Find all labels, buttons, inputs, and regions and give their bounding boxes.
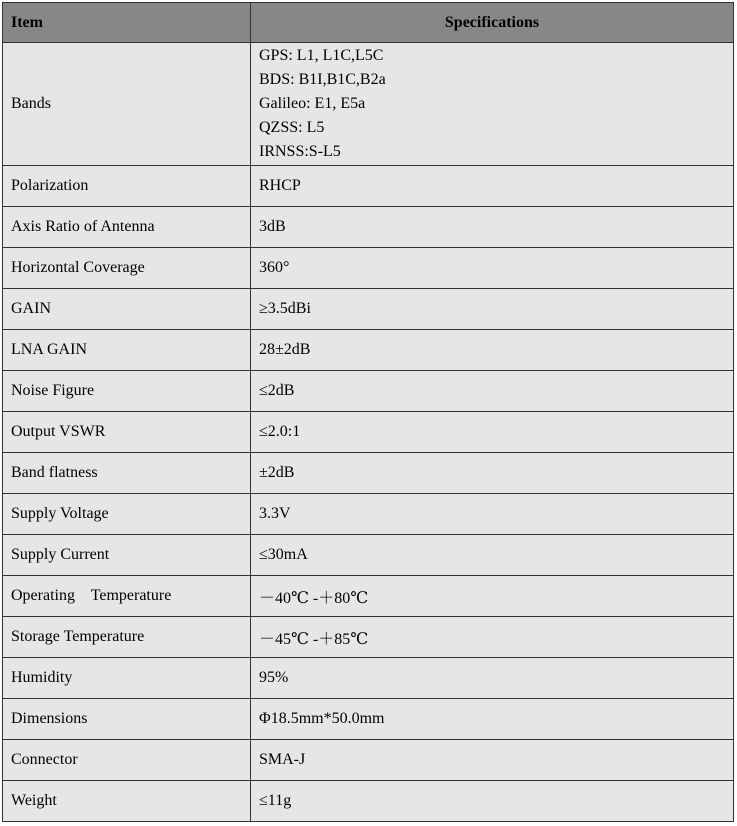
- item-cell: Horizontal Coverage: [3, 248, 251, 289]
- band-line: Galileo: E1, E5a: [259, 95, 366, 112]
- table-row: [3, 412, 734, 453]
- spec-cell: 360°: [251, 248, 734, 289]
- spec-cell: ≤11g: [251, 781, 734, 822]
- table-row: [3, 289, 734, 330]
- header-item: Item: [3, 3, 251, 43]
- spec-cell: ≤2.0:1: [251, 412, 734, 453]
- item-cell: Band flatness: [3, 453, 251, 494]
- spec-cell: －45℃ -＋85℃: [251, 617, 734, 658]
- table-row: [3, 166, 734, 207]
- item-cell: Supply Voltage: [3, 494, 251, 535]
- item-cell: LNA GAIN: [3, 330, 251, 371]
- item-cell: Connector: [3, 740, 251, 781]
- spec-cell: ≥3.5dBi: [251, 289, 734, 330]
- item-cell: Bands: [3, 43, 251, 166]
- table-row: [3, 494, 734, 535]
- item-cell: Supply Current: [3, 535, 251, 576]
- band-line: IRNSS:S-L5: [259, 143, 341, 160]
- item-cell: Dimensions: [3, 699, 251, 740]
- table-row-bands: [3, 43, 734, 166]
- table-row: [3, 453, 734, 494]
- item-cell: Output VSWR: [3, 412, 251, 453]
- header-specifications: Specifications: [251, 3, 734, 43]
- table-row: [3, 740, 734, 781]
- spec-cell: 3.3V: [251, 494, 734, 535]
- table-row: [3, 248, 734, 289]
- band-line: QZSS: L5: [259, 119, 325, 136]
- spec-cell: ≤2dB: [251, 371, 734, 412]
- spec-cell: 28±2dB: [251, 330, 734, 371]
- item-cell: Humidity: [3, 658, 251, 699]
- table-row: [3, 535, 734, 576]
- table-row: [3, 658, 734, 699]
- spec-cell: RHCP: [251, 166, 734, 207]
- spec-cell: ≤30mA: [251, 535, 734, 576]
- table-row: [3, 330, 734, 371]
- table-row: [3, 617, 734, 658]
- item-cell: Operating Temperature: [3, 576, 251, 617]
- spec-cell: ±2dB: [251, 453, 734, 494]
- table-row: [3, 371, 734, 412]
- item-cell: Polarization: [3, 166, 251, 207]
- band-line: GPS: L1, L1C,L5C: [259, 47, 384, 64]
- table-row: [3, 781, 734, 822]
- spec-cell: 3dB: [251, 207, 734, 248]
- item-cell: Noise Figure: [3, 371, 251, 412]
- spec-cell: －40℃ -＋80℃: [251, 576, 734, 617]
- item-cell: GAIN: [3, 289, 251, 330]
- table-row: [3, 576, 734, 617]
- table-row: [3, 699, 734, 740]
- item-cell: Weight: [3, 781, 251, 822]
- spec-cell: Φ18.5mm*50.0mm: [251, 699, 734, 740]
- item-cell: Storage Temperature: [3, 617, 251, 658]
- spec-cell: SMA-J: [251, 740, 734, 781]
- item-cell: Axis Ratio of Antenna: [3, 207, 251, 248]
- band-line: BDS: B1I,B1C,B2a: [259, 71, 386, 88]
- spec-cell-bands: [251, 43, 734, 166]
- header-row: [3, 3, 734, 43]
- spec-table: [2, 2, 734, 822]
- table-row: [3, 207, 734, 248]
- spec-cell: 95%: [251, 658, 734, 699]
